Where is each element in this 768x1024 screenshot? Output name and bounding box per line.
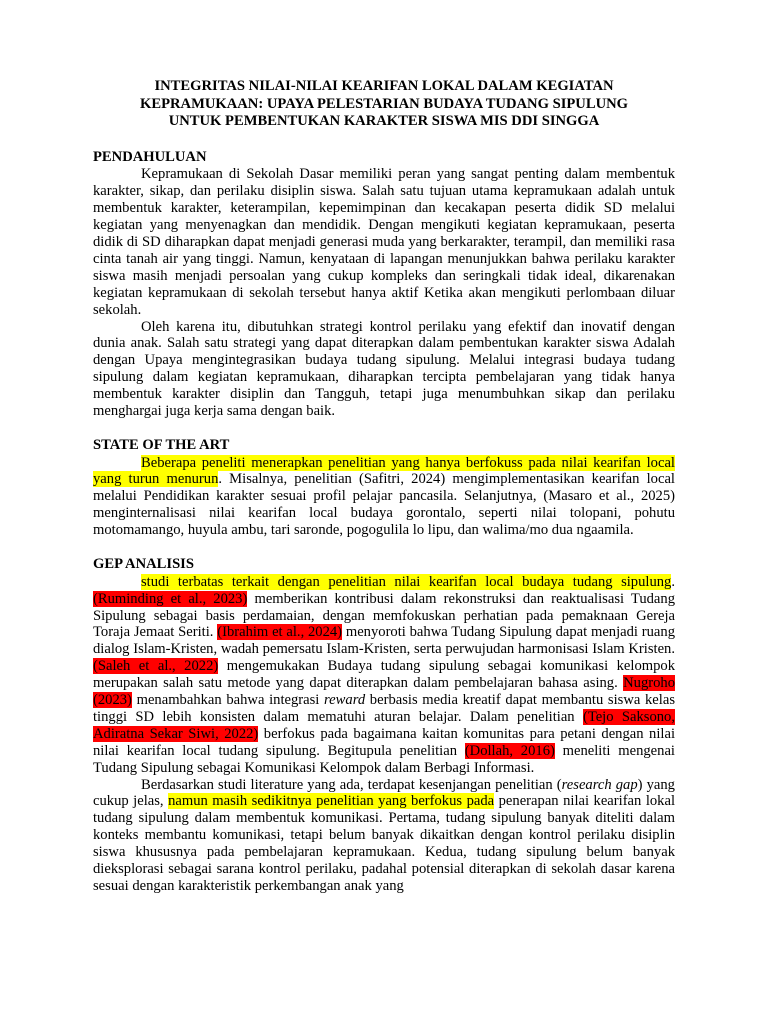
title-line-3: UNTUK PEMBENTUKAN KARAKTER SISWA MIS DDI SINGGA [168,113,600,130]
paragraph-text: memberikan kontribusi dalam rekonstruksi dan reaktualisasi Tudang Sipulung sebagai basis perdamaian, dengan memfokuskan perhatian pada pemaknaan Gereja Toraja Jemaat Seriti. [93,590,675,641]
paragraph-text: Berdasarkan studi literature yang ada, terdapat kesenjangan penelitian ( [141,776,562,793]
title-line-2: KEPRAMUKAAN: UPAYA PELESTARIAN BUDAYA TUDANG SIPULUNG [139,95,629,112]
gap-paragraph-2 [93,777,675,895]
paragraph-text: penerapan nilai kearifan lokal tudang sipulung dalam membentuk komunikasi. Pertama, tudang sipulung banyak diteliti dalam konteks membantu komunikasi, tetapi belum banyak dikaitkan dengan kontrol perilaku disiplin siswa khususnya pada pembelajaran kepramukaan. Kedua, tudang sipulung belum banyak dieksplorasi sebagai sarana kontrol perilaku, padahal potensial diterapkan di sekolah dasar karena sesuai dengan karakteristik perkembangan anak yang [93,793,676,894]
citation-highlight-red: (Dollah, 2016) [464,742,555,759]
state-of-art-paragraph [93,455,675,540]
heading-gap-analysis: GEP ANALISIS [93,556,194,573]
heading-state-of-the-art: STATE OF THE ART [93,436,230,453]
citation-highlight-red: Nugroho (2023) [93,675,675,709]
paragraph-text: . Misalnya, penelitian (Safitri, 2024) mengimplementasikan kearifan local melalui Pendidikan karakter sesuai profil pelajar pancasila. Selanjutnya, (Masaro et al., 2025) menginternalisasi nilai kearifan local budaya gorontalo, seperti nilai tolopani, pohutu motomamango, huyula ambu, tari saronde, pogogulila lo lipu, dan walima/mo dua ngaamila. [93,471,675,539]
highlight-yellow: namun masih sedikitnya penelitian yang berfokus pada [168,793,495,810]
title-line-1: INTEGRITAS NILAI-NILAI KEARIFAN LOKAL DALAM KEGIATAN [154,78,614,94]
paragraph-text: meneliti mengenai Tudang Sipulung sebagai Komunikasi Kelompok dalam Berbagi Informasi. [93,742,675,776]
document-title [93,78,675,131]
paragraph-text: menyoroti bahwa Tudang Sipulung dapat menjadi ruang dialog Islam-Kristen, wadah pemersatu Islam-Kristen, serta perwujudan harmonisasi Islam Kristen. [93,624,676,658]
paragraph-text: . [671,573,675,590]
paragraph-text: mengemukakan Budaya tudang sipulung sebagai komunikasi kelompok merupakan salah satu metode yang dapat diterapkan dalam pembelajaran bahasa asing. [93,658,676,692]
citation-highlight-red: (Ibrahim et al., 2024) [217,624,343,641]
paragraph-text: ) yang cukup jelas, [93,776,675,810]
heading-pendahuluan: PENDAHULUAN [93,148,207,165]
highlight-yellow: Beberapa peneliti menerapkan penelitian yang hanya berfokuss pada nilai kearifan local yang turun menurun [93,454,675,488]
paragraph-text: berfokus pada bagaimana kaitan komunitas para petani dengan nilai nilai kearifan local tudang sipulung. Begitupula penelitian [93,725,675,759]
paragraph-text: menambahkan bahwa integrasi [131,692,325,709]
section-spacer [93,420,675,437]
section-spacer [93,539,675,556]
paragraph-text: berbasis media kreatif dapat membantu siswa kelas tinggi SD lebih konsisten dalam mematuhi aturan belajar. Dalam penelitian [93,692,676,725]
pendahuluan-paragraph-2: Oleh karena itu, dibutuhkan strategi kontrol perilaku yang efektif dan inovatif dengan dunia anak. Salah satu strategi yang dapat diterapkan dalam pembentukan karakter siswa Adalah dengan Upaya mengintegrasikan budaya tudang sipulung. Melalui integrasi budaya tudang sipulung dalam kegiatan kepramukaan, diharapkan tercipta pembelajaran yang tidak hanya membentuk karakter disiplin dan Tangguh, tetapi juga menumbuhkan sikap dan perilaku menghargai juga kerja sama dengan baik. [93,318,675,420]
pendahuluan-paragraph-1: Kepramukaan di Sekolah Dasar memiliki peran yang sangat penting dalam membentuk karakter, sikap, dan perilaku disiplin siswa. Salah satu tujuan utama kepramukaan adalah untuk membentuk karakter, keterampilan, kepemimpinan dan kecakapan peserta didik SD melalui kegiatan yang menyenagkan dan mendidik. Dengan mengikuti kegiatan kepramukaan, peserta didik di SD diharapkan dapat menjadi generasi muda yang berkarakter, terampil, dan memiliki rasa cinta tanah air yang tinggi. Namun, kenyataan di lapangan menunjukkan bahwa perilaku karakter siswa masih menjadi persoalan yang cukup kompleks dan seringkali tidak ideal, dikarenakan kegiatan kepramukaan di sekolah tersebut hanya aktif Ketika akan mengikuti perlombaan diluar sekolah. [93,166,675,318]
gap-paragraph-1 [93,574,675,777]
italic-term: reward [324,692,366,709]
citation-highlight-red: (Ruminding et al., 2023) [93,590,248,607]
citation-highlight-red: (Tejo Saksono, Adiratna Sekar Siwi, 2022) [93,708,675,742]
citation-highlight-red: (Saleh et al., 2022) [93,658,219,675]
highlight-yellow: studi terbatas terkait dengan penelitian nilai kearifan local budaya tudang sipulung [141,573,672,590]
italic-term: research gap [561,776,638,793]
